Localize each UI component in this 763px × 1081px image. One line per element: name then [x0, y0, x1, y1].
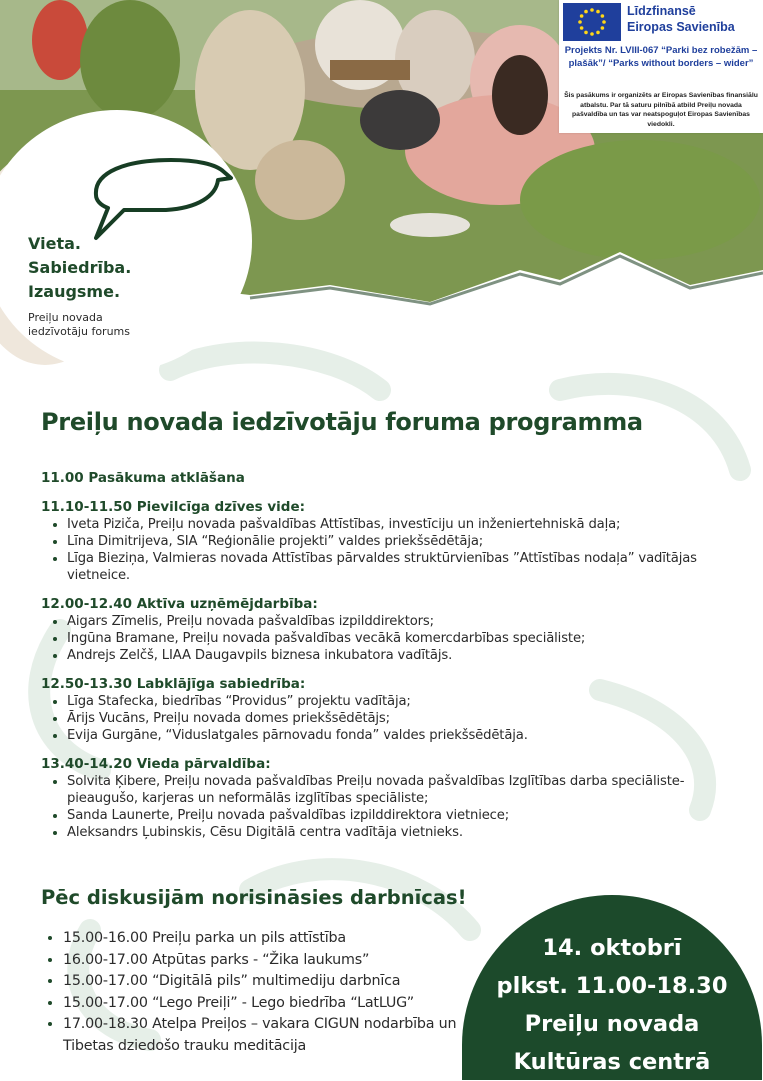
- workshops-title: Pēc diskusijām norisināsies darbnīcas!: [41, 886, 467, 909]
- section-heading: 13.40-14.20 Vieda pārvaldība:: [41, 756, 271, 772]
- section-heading: 12.50-13.30 Labklājīga sabiedrība:: [41, 676, 306, 692]
- speaker-item: • Andrejs Zelčš, LIAA Daugavpils biznesa inkubatora vadītājs.: [67, 647, 731, 664]
- time-line: plkst. 11.00-18.30: [496, 973, 728, 999]
- slogan-line: Izaugsme.: [28, 282, 121, 301]
- eu-star-icon: [596, 31, 600, 35]
- subtitle-line: Preiļu novada: [28, 311, 103, 324]
- program-list: [41, 470, 731, 853]
- eu-star-icon: [584, 31, 588, 35]
- eu-star-icon: [601, 14, 605, 18]
- speaker-item: • Aigars Zīmelis, Preiļu novada pašvaldības izpilddirektors;: [67, 613, 731, 630]
- eu-star-icon: [602, 20, 606, 24]
- venue-line: Preiļu novada: [524, 1011, 700, 1037]
- eu-title-line: Eiropas Savienība: [627, 20, 735, 34]
- workshop-item: • 15.00-16.00 Preiļu parka un pils attīstība: [63, 928, 481, 950]
- workshop-item: • 16.00-17.00 Atpūtas parks - “Žika laukums”: [63, 950, 481, 972]
- speaker-item: • Evija Gurgāne, “Viduslatgales pārnovadu fonda” valdes priekšsēdētāja.: [67, 727, 731, 744]
- speaker-item: • Ingūna Bramane, Preiļu novada pašvaldības vecākā komercdarbības speciāliste;: [67, 630, 731, 647]
- speaker-item: • Līga Bieziņa, Valmieras novada Attīstības pārvaldes struktūrvienības ”Attīstības nodaļa” vadītājas vietneice.: [67, 550, 731, 584]
- date-info: [462, 929, 762, 1081]
- speaker-item: • Līna Dimitrijeva, SIA “Reģionālie projekti” valdes priekšsēdētāja;: [67, 533, 731, 550]
- eu-star-icon: [580, 26, 584, 30]
- eu-star-icon: [578, 20, 582, 24]
- eu-title-line: Līdzfinansē: [627, 4, 696, 18]
- slogan: [28, 232, 131, 304]
- eu-star-icon: [580, 14, 584, 18]
- section-heading: 11.10-11.50 Pievilcīga dzīves vide:: [41, 499, 306, 515]
- eu-star-icon: [601, 26, 605, 30]
- speaker-item: • Līga Stafecka, biedrības “Providus” projektu vadītāja;: [67, 693, 731, 710]
- subtitle-line: iedzīvotāju forums: [28, 325, 130, 338]
- speaker-item: • Iveta Piziča, Preiļu novada pašvaldības Attīstības, investīciju un inženiertehniskā daļa;: [67, 516, 731, 533]
- eu-disclaimer: Šis pasākums ir organizēts ar Eiropas Savienības finansiālu atbalstu. Par tā saturu pilnībā atbild Preiļu novada pašvaldība un tas var neatspoguļot Eiropas Savienības viedokli.: [564, 92, 758, 128]
- eu-flag-icon: [563, 3, 621, 41]
- eu-star-icon: [584, 10, 588, 14]
- program-section: [41, 676, 731, 744]
- eu-star-icon: [590, 32, 594, 36]
- section-heading: 11.00 Pasākuma atklāšana: [41, 470, 245, 486]
- eu-project-text: Projekts Nr. LVIII-067 “Parki bez robežām – plašāk”/ “Parks without borders – wider”: [564, 45, 758, 69]
- speaker-item: • Sanda Launerte, Preiļu novada pašvaldības izpilddirektora vietniece;: [67, 807, 731, 824]
- speaker-item: • Ārijs Vucāns, Preiļu novada domes priekšsēdētājs;: [67, 710, 731, 727]
- workshop-item: • 15.00-17.00 “Digitālā pils” multimediju darbnīca: [63, 971, 481, 993]
- program-section: [41, 596, 731, 664]
- slogan-line: Vieta.: [28, 234, 81, 253]
- slogan-line: Sabiedrība.: [28, 258, 132, 277]
- workshop-item: • 17.00-18.30 Atelpa Preiļos – vakara CIGUN nodarbība un Tibetas dziedošo trauku meditācija: [63, 1014, 481, 1057]
- eu-star-icon: [596, 10, 600, 14]
- workshop-item: • 15.00-17.00 “Lego Preiļi” - Lego biedrība “LatLUG”: [63, 993, 481, 1015]
- eu-cofunding-box: [559, 0, 763, 133]
- speaker-item: • Solvita Ķibere, Preiļu novada pašvaldības Preiļu novada pašvaldības Izglītības darba speciāliste-pieaugušo, karjeras un neformālās izglītības speciāliste;: [67, 773, 731, 807]
- venue-line: Kultūras centrā: [513, 1049, 711, 1075]
- workshops-list: [41, 928, 481, 1057]
- section-heading: 12.00-12.40 Aktīva uzņēmējdarbība:: [41, 596, 318, 612]
- eu-title: [627, 3, 763, 35]
- speech-bird-icon: [86, 150, 236, 245]
- program-section: [41, 470, 731, 487]
- program-section: [41, 499, 731, 584]
- page-title: Preiļu novada iedzīvotāju foruma programma: [41, 408, 643, 436]
- eu-star-icon: [590, 8, 594, 12]
- speaker-item: • Aleksandrs Ļubinskis, Cēsu Digitālā centra vadītāja vietnieks.: [67, 824, 731, 841]
- date-line: 14. oktobrī: [542, 935, 682, 961]
- forum-subtitle: [28, 311, 130, 339]
- program-section: [41, 756, 731, 841]
